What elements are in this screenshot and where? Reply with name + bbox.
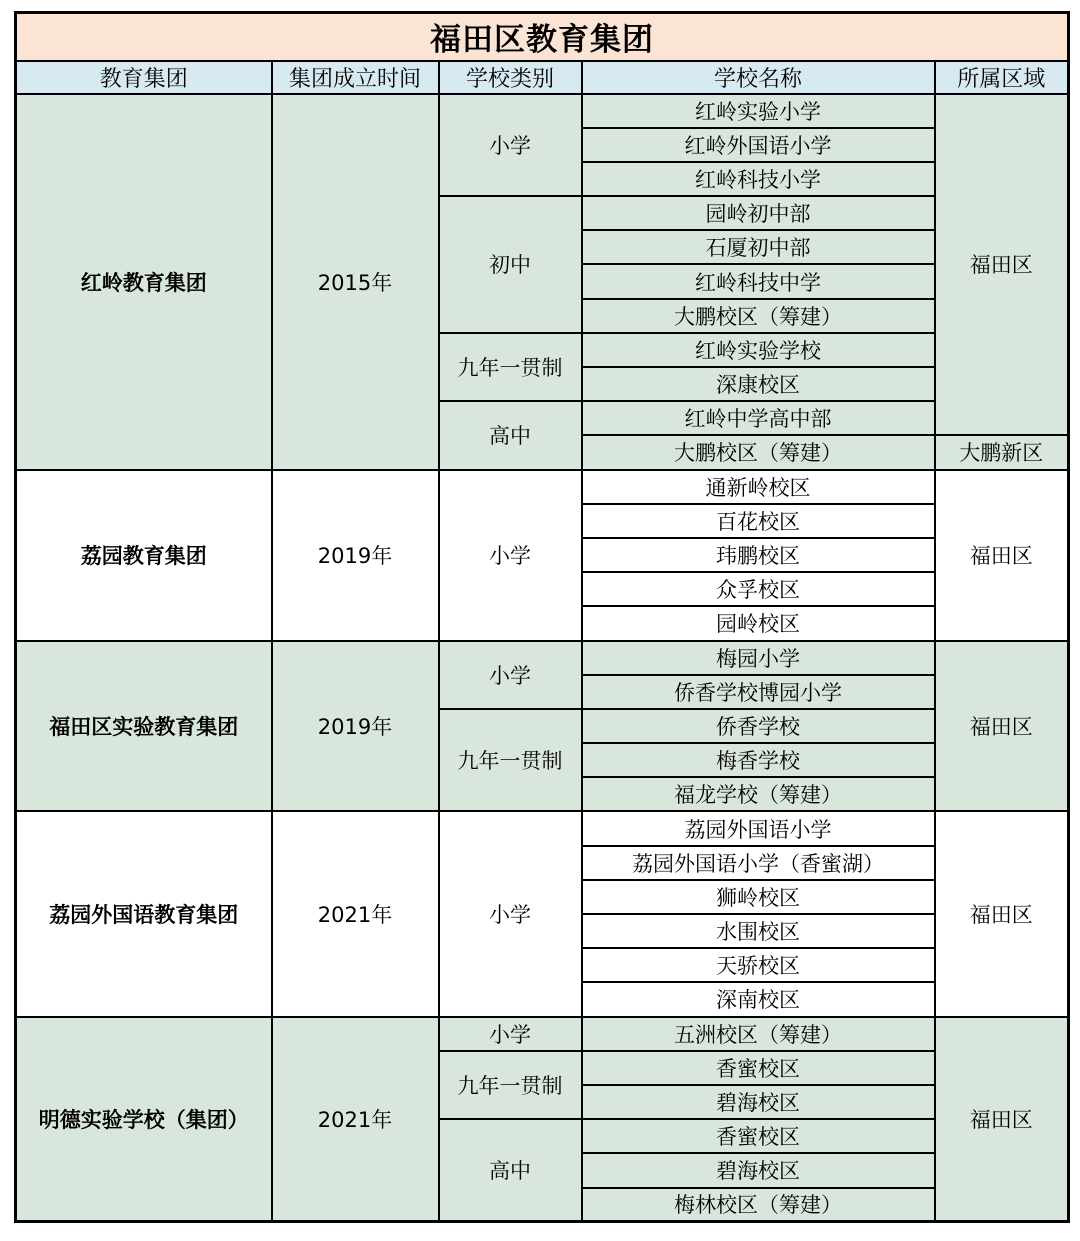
- group-name-cell: 荔园教育集团: [16, 470, 272, 641]
- school-type-cell: 九年一贯制: [439, 709, 582, 812]
- school-name-cell: 香蜜校区: [582, 1119, 935, 1153]
- school-name-cell: 深康校区: [582, 367, 935, 401]
- table-body: [16, 94, 1069, 1222]
- school-type-cell: 小学: [439, 470, 582, 641]
- column-header-region: 所属区域: [935, 61, 1069, 94]
- school-type-cell: 九年一贯制: [439, 1051, 582, 1119]
- column-header-row: [16, 61, 1069, 94]
- region-cell: 福田区: [935, 1017, 1069, 1222]
- school-type-cell: 初中: [439, 196, 582, 333]
- school-name-cell: 深南校区: [582, 982, 935, 1016]
- school-name-cell: 红岭外国语小学: [582, 128, 935, 162]
- school-name-cell: 红岭实验小学: [582, 94, 935, 128]
- school-name-cell: 红岭科技中学: [582, 264, 935, 298]
- region-cell: 福田区: [935, 641, 1069, 812]
- school-name-cell: 香蜜校区: [582, 1051, 935, 1085]
- school-name-cell: 梅园小学: [582, 641, 935, 675]
- region-cell: 大鹏新区: [935, 435, 1069, 469]
- school-row: [16, 1017, 1069, 1051]
- column-header-school-type: 学校类别: [439, 61, 582, 94]
- school-type-cell: 九年一贯制: [439, 333, 582, 401]
- school-name-cell: 众孚校区: [582, 572, 935, 606]
- school-row: [16, 470, 1069, 504]
- group-year-cell: 2021年: [272, 811, 439, 1016]
- school-name-cell: 碧海校区: [582, 1153, 935, 1187]
- group-name-cell: 红岭教育集团: [16, 94, 272, 470]
- education-groups-table: [14, 11, 1070, 1223]
- title-row: [16, 13, 1069, 61]
- school-name-cell: 荔园外国语小学: [582, 811, 935, 845]
- group-name-cell: 荔园外国语教育集团: [16, 811, 272, 1016]
- table-title: 福田区教育集团: [16, 13, 1069, 61]
- school-row: [16, 811, 1069, 845]
- column-header-school-name: 学校名称: [582, 61, 935, 94]
- school-type-cell: 小学: [439, 811, 582, 1016]
- school-row: [16, 94, 1069, 128]
- school-name-cell: 水围校区: [582, 914, 935, 948]
- school-name-cell: 红岭中学高中部: [582, 401, 935, 435]
- school-name-cell: 梅香学校: [582, 743, 935, 777]
- school-name-cell: 荔园外国语小学（香蜜湖）: [582, 846, 935, 880]
- school-name-cell: 玮鹏校区: [582, 538, 935, 572]
- school-type-cell: 高中: [439, 1119, 582, 1222]
- school-name-cell: 侨香学校: [582, 709, 935, 743]
- school-name-cell: 碧海校区: [582, 1085, 935, 1119]
- school-name-cell: 百花校区: [582, 504, 935, 538]
- column-header-founded: 集团成立时间: [272, 61, 439, 94]
- school-name-cell: 梅林校区（筹建）: [582, 1188, 935, 1222]
- school-type-cell: 小学: [439, 1017, 582, 1051]
- region-cell: 福田区: [935, 94, 1069, 436]
- group-year-cell: 2021年: [272, 1017, 439, 1222]
- school-name-cell: 石厦初中部: [582, 230, 935, 264]
- school-name-cell: 狮岭校区: [582, 880, 935, 914]
- school-type-cell: 小学: [439, 94, 582, 197]
- school-name-cell: 大鹏校区（筹建）: [582, 299, 935, 333]
- column-header-group: 教育集团: [16, 61, 272, 94]
- school-row: [16, 641, 1069, 675]
- school-name-cell: 园岭初中部: [582, 196, 935, 230]
- group-name-cell: 明德实验学校（集团）: [16, 1017, 272, 1222]
- group-year-cell: 2019年: [272, 641, 439, 812]
- group-year-cell: 2015年: [272, 94, 439, 470]
- group-name-cell: 福田区实验教育集团: [16, 641, 272, 812]
- school-name-cell: 园岭校区: [582, 606, 935, 640]
- school-type-cell: 小学: [439, 641, 582, 709]
- school-name-cell: 大鹏校区（筹建）: [582, 435, 935, 469]
- school-type-cell: 高中: [439, 401, 582, 469]
- group-year-cell: 2019年: [272, 470, 439, 641]
- school-name-cell: 五洲校区（筹建）: [582, 1017, 935, 1051]
- school-name-cell: 通新岭校区: [582, 470, 935, 504]
- school-name-cell: 天骄校区: [582, 948, 935, 982]
- school-name-cell: 红岭科技小学: [582, 162, 935, 196]
- region-cell: 福田区: [935, 811, 1069, 1016]
- school-name-cell: 侨香学校博园小学: [582, 675, 935, 709]
- school-name-cell: 红岭实验学校: [582, 333, 935, 367]
- school-name-cell: 福龙学校（筹建）: [582, 777, 935, 811]
- region-cell: 福田区: [935, 470, 1069, 641]
